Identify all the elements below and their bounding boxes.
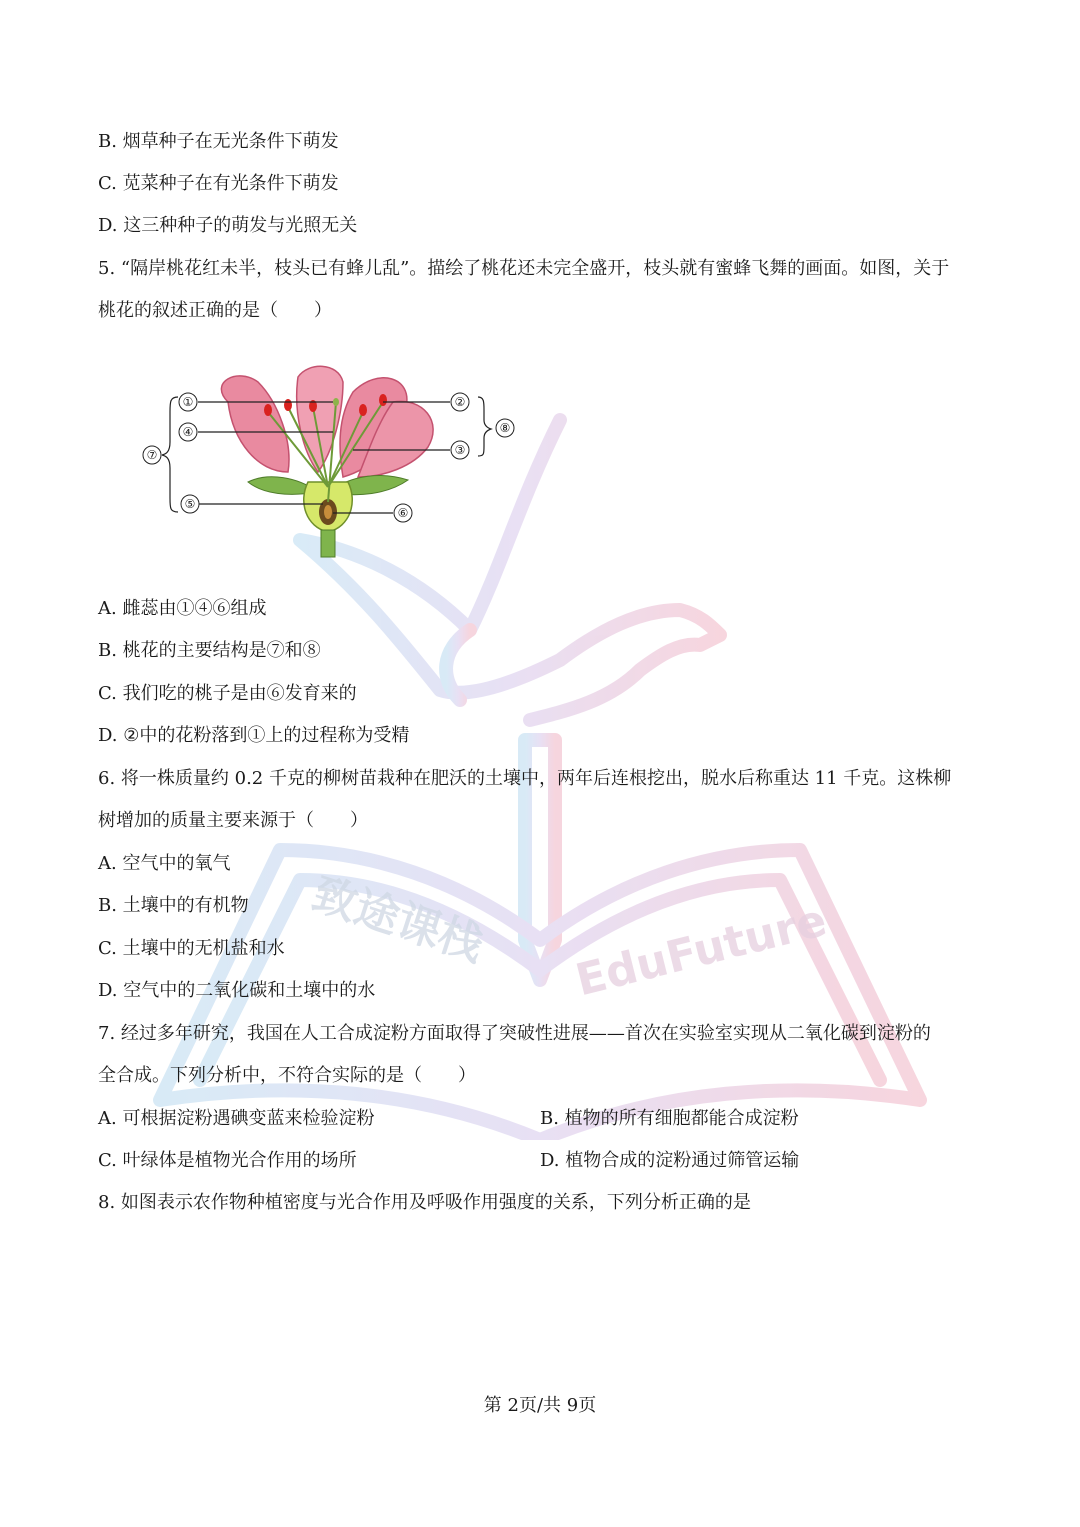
q6-option-c: C. 土壤中的无机盐和水 [98, 938, 285, 959]
q4-option-b: B. 烟草种子在无光条件下萌发 [98, 131, 339, 152]
label-7: ⑦ [146, 448, 158, 462]
q5-stem-line2: 桃花的叙述正确的是（ ） [98, 300, 332, 321]
q7-stem-line2: 全合成。下列分析中，不符合实际的是（ ） [98, 1065, 476, 1086]
label-4: ④ [182, 425, 194, 439]
q5-option-b: B. 桃花的主要结构是⑦和⑧ [98, 640, 321, 661]
q5-stem-line1: 5. “隔岸桃花红未半，枝头已有蜂儿乱”。描绘了桃花还未完全盛开，枝头就有蜜蜂飞舞的画面。如图，关于 [98, 258, 950, 279]
q7-option-d: D. 植物合成的淀粉通过筛管运输 [540, 1150, 800, 1171]
label-1: ① [182, 395, 194, 409]
watermark-en-text: EduFuture [570, 894, 832, 1007]
q6-option-b: B. 土壤中的有机物 [98, 895, 249, 916]
watermark-cn-text: 致途课栈 [306, 868, 490, 972]
q4-option-c: C. 苋菜种子在有光条件下萌发 [98, 173, 339, 194]
peach-flower-diagram [138, 362, 538, 567]
label-3: ③ [454, 443, 466, 457]
page-number-footer: 第 2页/共 9页 [483, 1395, 597, 1416]
q6-stem-line1: 6. 将一株质量约 0.2 千克的柳树苗栽种在肥沃的土壤中，两年后连根挖出，脱水后称重达 11 千克。这株柳 [98, 768, 952, 789]
q8-stem-line1: 8. 如图表示农作物种植密度与光合作用及呼吸作用强度的关系，下列分析正确的是 [98, 1192, 751, 1213]
label-8: ⑧ [499, 421, 511, 435]
q5-option-c: C. 我们吃的桃子是由⑥发育来的 [98, 683, 357, 704]
q4-option-d: D. 这三种种子的萌发与光照无关 [98, 215, 358, 236]
label-5: ⑤ [184, 497, 196, 511]
q5-option-a: A. 雌蕊由①④⑥组成 [98, 598, 267, 619]
q7-option-c: C. 叶绿体是植物光合作用的场所 [98, 1150, 357, 1171]
q6-option-d: D. 空气中的二氧化碳和土壤中的水 [98, 980, 376, 1001]
label-6: ⑥ [397, 506, 409, 520]
q7-option-a: A. 可根据淀粉遇碘变蓝来检验淀粉 [98, 1108, 375, 1129]
q7-option-b: B. 植物的所有细胞都能合成淀粉 [540, 1108, 799, 1129]
label-2: ② [454, 395, 466, 409]
q6-option-a: A. 空气中的氧气 [98, 853, 231, 874]
q6-stem-line2: 树增加的质量主要来源于（ ） [98, 810, 368, 831]
q7-stem-line1: 7. 经过多年研究，我国在人工合成淀粉方面取得了突破性进展——首次在实验室实现从二氧化碳到淀粉的 [98, 1023, 931, 1044]
q5-option-d: D. ②中的花粉落到①上的过程称为受精 [98, 725, 410, 746]
